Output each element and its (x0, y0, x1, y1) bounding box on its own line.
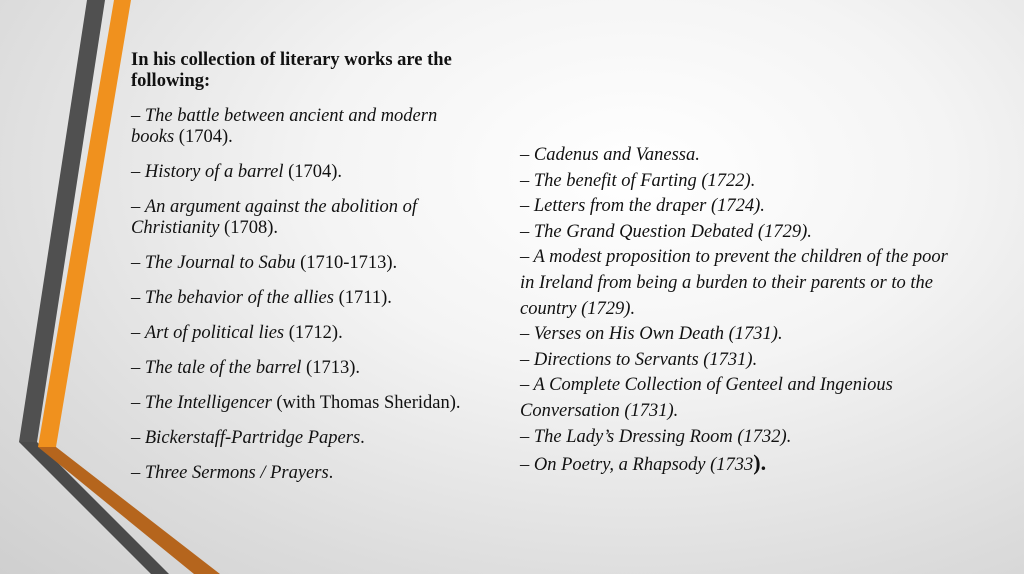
entry-title: The Intelligencer (144, 393, 272, 413)
entry-prefix: – (131, 463, 145, 483)
list-item (131, 463, 476, 484)
entry-title: An argument against the abolition of Christianity (131, 197, 418, 238)
collection-heading: In his collection of literary works are the following: (131, 50, 452, 91)
entry-title: Three Sermons / Prayers (144, 463, 329, 483)
left-entries-list (131, 106, 476, 484)
last-entry-close: ). (753, 450, 767, 476)
right-entries-list (520, 143, 960, 450)
list-item: – The Lady’s Dressing Room (1732). (520, 426, 792, 447)
last-entry-text: – On Poetry, a Rhapsody (1733 (520, 455, 754, 476)
entry-suffix: (1711). (333, 288, 392, 308)
list-item (131, 428, 476, 449)
list-item (131, 106, 476, 148)
right-column (520, 143, 960, 479)
list-item: – A Complete Collection of Genteel and Ingenious Conversation (1731). (520, 375, 893, 421)
list-item: – The Grand Question Debated (1729). (520, 221, 812, 242)
entry-title: The battle between ancient and modern books (131, 106, 438, 147)
entry-prefix: – (131, 323, 145, 343)
entry-title: The tale of the barrel (144, 358, 302, 378)
entry-suffix: (1704). (174, 127, 233, 147)
list-item: – Cadenus and Vanessa. (520, 145, 700, 165)
list-item (131, 288, 476, 309)
entry-suffix: . (328, 463, 334, 483)
entry-prefix: – (131, 393, 145, 413)
list-item: – Letters from the draper (1724). (520, 196, 765, 217)
entry-suffix: (1712). (284, 323, 343, 343)
list-item: – A modest proposition to prevent the children of the poor in Ireland from being a burden to their parents or to the country (1729). (520, 247, 948, 319)
entry-suffix: (1713). (301, 358, 360, 378)
entry-suffix: (1710-1713). (295, 253, 398, 273)
entry-suffix: (with Thomas Sheridan). (271, 393, 461, 413)
list-item: – The benefit of Farting (1722). (520, 170, 756, 191)
list-item (131, 162, 476, 183)
entry-prefix: – (131, 162, 145, 182)
entry-prefix: – (131, 197, 145, 217)
entry-title: History of a barrel (144, 162, 284, 182)
entry-prefix: – (131, 106, 145, 126)
list-item (131, 253, 476, 274)
entry-suffix: (1708). (219, 218, 278, 238)
entry-prefix: – (131, 253, 145, 273)
entry-title: Art of political lies (144, 323, 285, 343)
list-item (520, 450, 960, 479)
list-item (131, 323, 476, 344)
entry-prefix: – (131, 358, 145, 378)
entry-title: The behavior of the allies (144, 288, 334, 308)
list-item: – Directions to Servants (1731). (520, 349, 758, 370)
entry-prefix: – (131, 288, 145, 308)
list-item (131, 358, 476, 379)
list-item (131, 197, 476, 239)
left-column (131, 50, 476, 498)
list-item: – Verses on His Own Death (1731). (520, 324, 783, 345)
entry-suffix: . (360, 428, 365, 448)
list-item (131, 393, 476, 414)
entry-title: The Journal to Sabu (144, 253, 296, 273)
entry-title: Bickerstaff-Partridge Papers (144, 428, 361, 448)
entry-prefix: – (131, 428, 145, 448)
entry-suffix: (1704). (283, 162, 343, 182)
